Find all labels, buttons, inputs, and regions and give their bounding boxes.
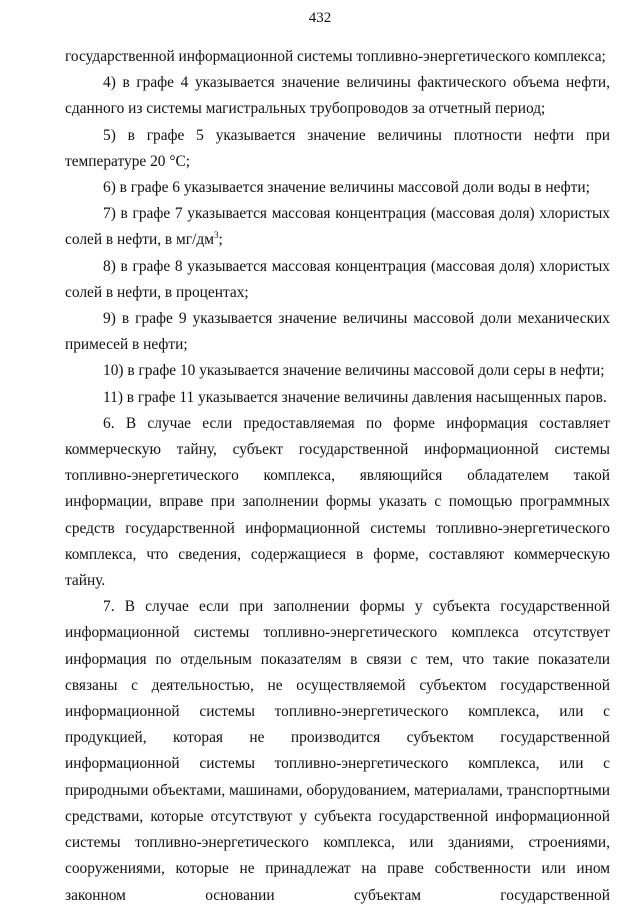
paragraph-section-6: 6. В случае если предоставляемая по форме информация составляет коммерческую тайну, субъект государственной информационной системы топливно-энергетического комплекса, являющийся обладателем такой информации, вправе при заполнении формы указать с помощью программных средств государственной информационной системы топливно-энергетического комплекса, что сведения, содержащиеся в форме, составляют коммерческую тайну.: [65, 414, 610, 590]
paragraph-item-10: 10) в графе 10 указывается значение величины массовой доли серы в нефти;: [103, 362, 605, 380]
document-body: [65, 44, 610, 909]
paragraph-item-5: 5) в графе 5 указывается значение величины плотности нефти при температуре 20 °С;: [65, 126, 610, 170]
paragraph-item-7-end: ;: [218, 231, 223, 249]
paragraph-item-11: 11) в графе 11 указывается значение величины давления насыщенных паров.: [103, 388, 607, 406]
paragraph-item-4: 4) в графе 4 указывается значение величины фактического объема нефти, сданного из системы магистральных трубопроводов за отчетный период;: [65, 74, 610, 118]
superscript-unit: 3: [213, 230, 219, 241]
paragraph-continuation: государственной информационной системы топливно-энергетического комплекса;: [65, 48, 606, 65]
paragraph-item-7: [65, 201, 610, 253]
paragraph-item-8: 8) в графе 8 указывается массовая концентрация (массовая доля) хлористых солей в нефти, в процентах;: [65, 257, 610, 301]
page-number: 432: [308, 10, 332, 26]
paragraph-item-6: 6) в графе 6 указывается значение величины массовой доли воды в нефти;: [103, 179, 590, 197]
paragraph-item-9: 9) в графе 9 указывается значение величины массовой доли механических примесей в нефти;: [65, 310, 610, 354]
paragraph-item-7-text: 7) в графе 7 указывается массовая концентрация (массовая доля) хлористых солей в нефти, в мг/дм: [65, 205, 610, 249]
paragraph-section-7: 7. В случае если при заполнении формы у субъекта государственной информационной системы топливно-энергетического комплекса отсутствует информация по отдельным показателям в связи с тем, что такие показатели связаны с деятельностью, не осуществляемой субъектом государственной информационной системы топливно-энергетического комплекса, или с продукцией, которая не производится субъектом государственной информационной системы топливно-энергетического комплекса, или с природными объектами, машинами, оборудованием, материалами, транспортными средствами, которые отсутствуют у субъекта государственной информационной системы топливно-энергетического комплекса, или зданиями, строениями, сооружениями, которые не принадлежат на праве собственности или ином законном основании субъектам государственной: [65, 598, 610, 904]
